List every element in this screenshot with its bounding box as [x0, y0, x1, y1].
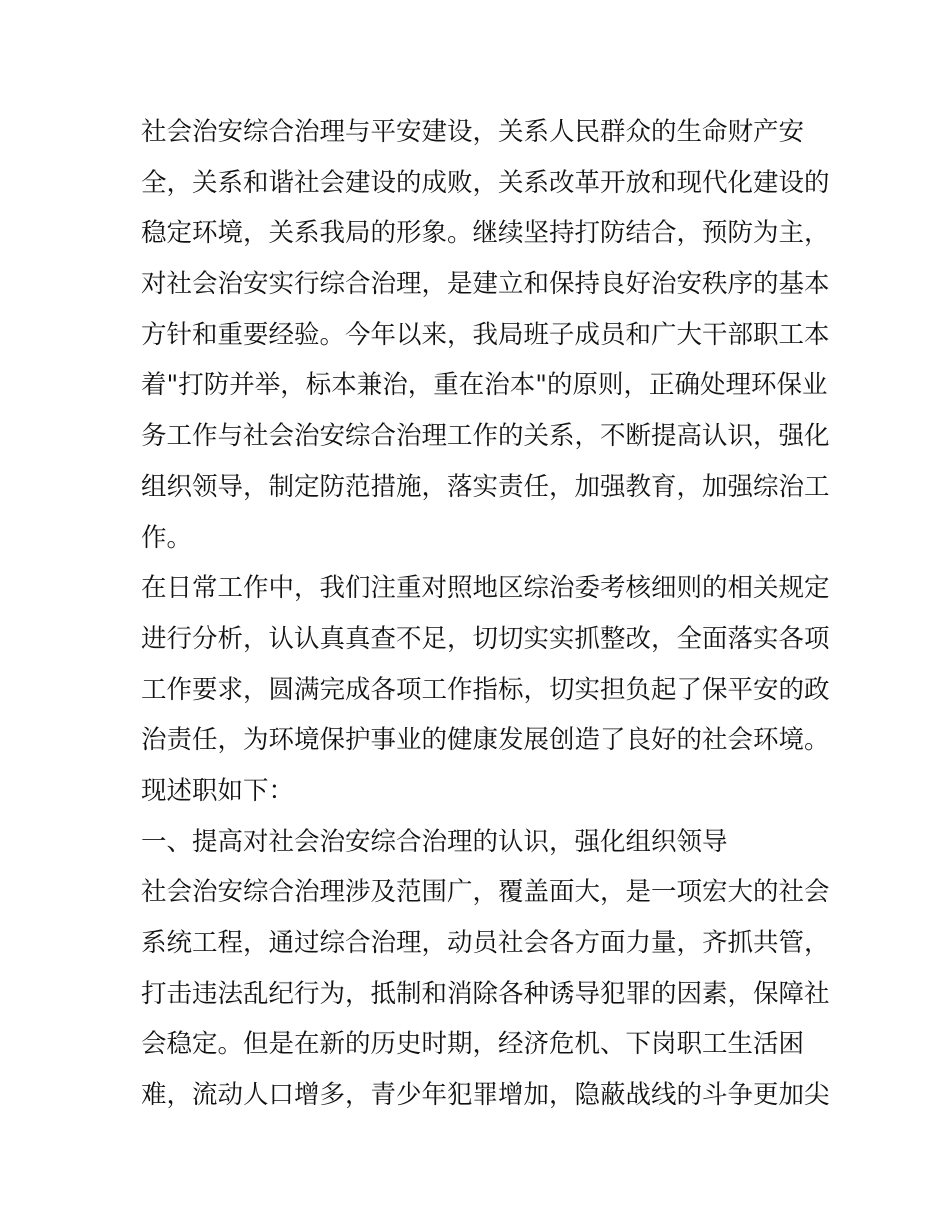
text-line: 治责任，为环境保护事业的健康发展创造了良好的社会环境。: [141, 725, 830, 756]
text-line: 打击违法乱纪行为，抵制和消除各种诱导犯罪的因素，保障社: [141, 978, 830, 1009]
section-heading: 一、提高对社会治安综合治理的认识，强化组织领导: [141, 826, 728, 857]
text-line: 难，流动人口增多，青少年犯罪增加，隐蔽战线的斗争更加尖: [141, 1080, 830, 1111]
text-line: 稳定环境，关系我局的形象。继续坚持打防结合，预防为主，: [141, 218, 830, 249]
text-line: 务工作与社会治安综合治理工作的关系，不断提高认识，强化: [141, 421, 830, 452]
text-line: 对社会治安实行综合治理，是建立和保持良好治安秩序的基本: [141, 269, 830, 300]
text-line: 工作要求，圆满完成各项工作指标，切实担负起了保平安的政: [141, 674, 830, 705]
text-line: 方针和重要经验。今年以来，我局班子成员和广大干部职工本: [141, 319, 830, 350]
text-line: 社会治安综合治理涉及范围广，覆盖面大，是一项宏大的社会: [141, 877, 830, 908]
text-line: 进行分析，认认真真查不足，切切实实抓整改，全面落实各项: [141, 623, 830, 654]
text-line: 现述职如下：: [141, 775, 295, 806]
text-line: 在日常工作中，我们注重对照地区综治委考核细则的相关规定: [141, 573, 830, 604]
text-line: 会稳定。但是在新的历史时期，经济危机、下岗职工生活困: [141, 1029, 805, 1060]
text-line: 系统工程，通过综合治理，动员社会各方面力量，齐抓共管，: [141, 928, 830, 958]
text-line: 社会治安综合治理与平安建设，关系人民群众的生命财产安: [141, 117, 805, 147]
text-line: 作。: [141, 522, 193, 553]
text-line: 全，关系和谐社会建设的成败，关系改革开放和现代化建设的: [141, 167, 830, 198]
document-body: [141, 107, 830, 1121]
text-line: 着"打防并举，标本兼治，重在治本"的原则，正确处理环保业: [141, 370, 828, 401]
text-line: 组织领导，制定防范措施，落实责任，加强教育，加强综治工: [141, 471, 830, 502]
